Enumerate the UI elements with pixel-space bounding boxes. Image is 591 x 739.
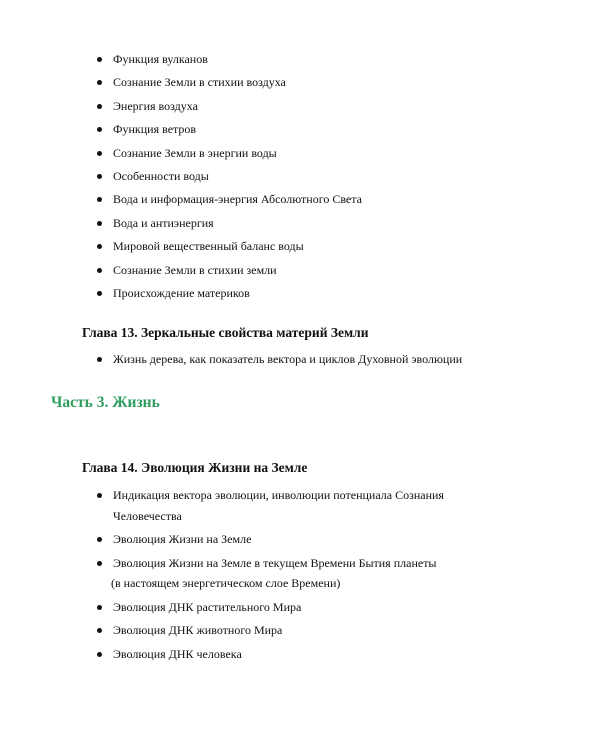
- list-item: [97, 284, 557, 303]
- list-item-text: Сознание Земли в стихии земли: [113, 262, 277, 277]
- list-item-text: Энергия воздуха: [113, 98, 198, 113]
- list-item-text: Вода и антиэнергия: [113, 215, 214, 230]
- list-item-text: Вода и информация-энергия Абсолютного Света: [113, 192, 362, 207]
- list-item: [97, 644, 467, 665]
- list-item: [97, 97, 557, 116]
- list-item-text: Функция ветров: [113, 122, 197, 137]
- list-item-text: Жизнь дерева, как показатель вектора и циклов Духовной эволюции: [113, 352, 463, 366]
- chapter-14-heading: Глава 14. Эволюция Жизни на Земле: [82, 460, 308, 475]
- list-item: [97, 190, 557, 209]
- list-item: [97, 214, 557, 233]
- list-item: [97, 167, 557, 186]
- chapter-13-list: [97, 350, 567, 369]
- list-item: [97, 261, 557, 280]
- list-item-text: Эволюция Жизни на Земле: [113, 532, 252, 546]
- list-item-text: Сознание Земли в стихии воздуха: [113, 75, 286, 90]
- list-item: [97, 350, 567, 369]
- list-item-text: Индикация вектора эволюции, инволюции потенциала Сознания: [113, 488, 444, 502]
- list-item: [97, 237, 557, 256]
- list-item: [97, 50, 557, 69]
- list-item-text-continuation: (в настоящем энергетическом слое Времени): [111, 576, 341, 590]
- list-item-text: Мировой вещественный баланс воды: [113, 239, 304, 254]
- list-item: [97, 144, 557, 163]
- list-item-text: Особенности воды: [113, 168, 209, 183]
- list-item: [97, 597, 467, 618]
- list-item: [97, 485, 467, 526]
- chapter-13-heading: Глава 13. Зеркальные свойства материй Земли: [82, 325, 369, 340]
- list-item-text: Происхождение материков: [113, 285, 250, 300]
- list-item: [97, 73, 557, 92]
- list-item: [97, 620, 467, 641]
- list-item-text: Эволюция ДНК растительного Мира: [113, 599, 302, 614]
- part-3-heading: Часть 3. Жизнь: [51, 394, 160, 411]
- list-item-text: Эволюция Жизни на Земле в текущем Времени Бытия планеты: [113, 555, 437, 570]
- list-item: [97, 553, 467, 594]
- topic-list: [97, 50, 557, 307]
- list-item-text: Эволюция ДНК человека: [113, 646, 242, 661]
- list-item-text-continuation: Человечества: [113, 508, 182, 523]
- list-item-text: Сознание Земли в энергии воды: [113, 145, 277, 160]
- list-item: [97, 120, 557, 139]
- chapter-14-list: [97, 485, 467, 667]
- list-item-text: Эволюция ДНК животного Мира: [113, 623, 283, 637]
- list-item-text: Функция вулканов: [113, 52, 208, 66]
- list-item: [97, 529, 467, 550]
